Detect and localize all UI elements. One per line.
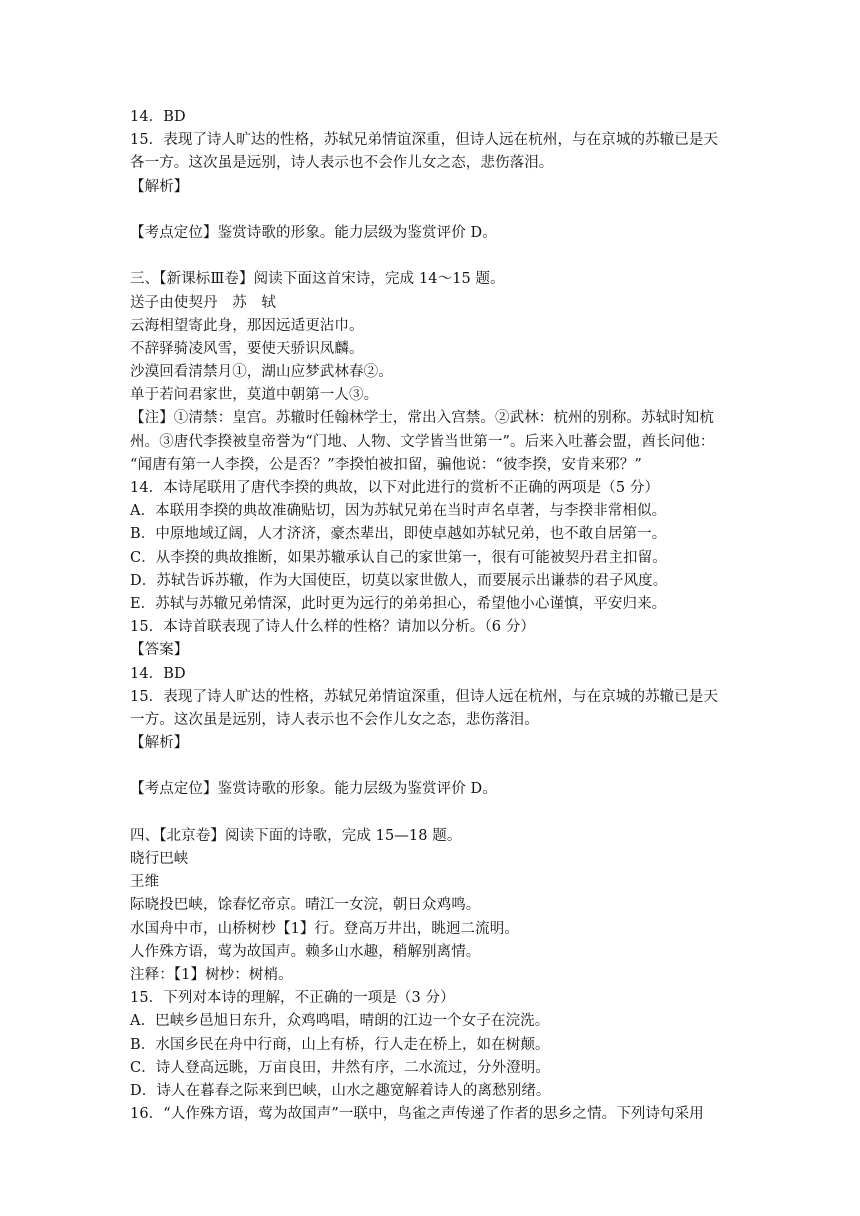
blank-line	[130, 245, 735, 268]
option-line: D．诗人在暮春之际来到巴峡，山水之趣宽解着诗人的离愁别绪。	[130, 1082, 551, 1099]
poem-line: 不辞驿骑凌风雪，要使天骄识凤麟。	[130, 340, 364, 357]
blank-line	[130, 199, 735, 222]
note-line: “闻唐有第一人李揆，公是否？”李揆怕被扣留，骗他说：“彼李揆，安肯来邪？”	[130, 456, 642, 473]
poem-line: 单于若问君家世，莫道中朝第一人③。	[130, 387, 379, 404]
poem-title: 送子由使契丹 苏 轼	[130, 294, 276, 311]
section-heading: 三、【新课标Ⅲ卷】阅读下面这首宋诗，完成 14～15 题。	[130, 271, 505, 288]
text-line: 14．BD	[130, 665, 186, 682]
option-line: A．巴峡乡邑旭日东升，众鸡鸣唱，晴朗的江边一个女子在浣洗。	[130, 1013, 550, 1030]
text-line: 14．BD	[130, 109, 186, 125]
section-label: 【答案】	[130, 642, 189, 659]
text-line: 【考点定位】鉴赏诗歌的形象。能力层级为鉴赏评价 D。	[130, 224, 497, 241]
section-label: 【解析】	[130, 735, 189, 752]
option-line: E．苏轼与苏辙兄弟情深，此时更为远行的弟弟担心，希望他小心谨慎，平安归来。	[130, 595, 667, 612]
poem-line: 云海相望寄此身，那因远适更沾巾。	[130, 317, 364, 334]
option-line: A．本联用李揆的典故准确贴切，因为苏轼兄弟在当时声名卓著，与李揆非常相似。	[130, 503, 667, 520]
option-line: B．中原地域辽阔，人才济济，豪杰辈出，即使卓越如苏轼兄弟，也不敢自居第一。	[130, 526, 667, 543]
poem-line: 沙漠回看清禁月①，湖山应梦武林春②。	[130, 364, 393, 381]
section-heading: 四、【北京卷】阅读下面的诗歌，完成 15—18 题。	[130, 827, 462, 844]
text-line: 一方。这次虽是远别，诗人表示也不会作儿女之态，悲伤落泪。	[130, 711, 539, 728]
text-line: 15．表现了诗人旷达的性格，苏轼兄弟情谊深重，但诗人远在杭州，与在京城的苏辙已是天	[130, 132, 719, 149]
option-line: D．苏轼告诉苏辙，作为大国使臣，切莫以家世傲人，而要展示出谦恭的君子风度。	[130, 572, 668, 589]
poem-line: 际晓投巴峡，馀春忆帝京。晴江一女浣，朝日众鸡鸣。	[130, 897, 481, 914]
poem-title: 晓行巴峡	[130, 851, 189, 867]
poem-line: 人作殊方语，莺为故国声。赖多山水趣，稍解别离情。	[130, 943, 481, 960]
question-line: 15．下列对本诗的理解，不正确的一项是（3 分）	[130, 990, 455, 1007]
section-label: 【解析】	[130, 178, 189, 195]
question-line: 14．本诗尾联用了唐代李揆的典故，以下对此进行的赏析不正确的两项是（5 分）	[130, 480, 660, 496]
option-line: C．诗人登高远眺，万亩良田，井然有序，二水流过，分外澄明。	[130, 1059, 550, 1076]
note-line: 州。③唐代李揆被皇帝誉为“门地、人物、文学皆当世第一”。后来入吐蕃会盟，酋长问他：	[130, 433, 715, 450]
text-line: 各一方。这次虽是远别，诗人表示也不会作儿女之态，悲伤落泪。	[130, 155, 554, 172]
text-line: 15．表现了诗人旷达的性格，苏轼兄弟情谊深重，但诗人远在杭州，与在京城的苏辙已是天	[130, 688, 719, 705]
poem-author: 王维	[130, 874, 160, 891]
option-line: B．水国乡民在舟中行商，山上有桥，行人走在桥上，如在树颠。	[130, 1036, 550, 1053]
option-line: C．从李揆的典故推断，如果苏辙承认自己的家世第一，很有可能被契丹君主扣留。	[130, 549, 667, 566]
question-line: 15．本诗首联表现了诗人什么样的性格？请加以分析。（6 分）	[130, 619, 536, 636]
blank-line	[130, 802, 735, 825]
blank-line	[130, 755, 735, 778]
question-line: 16．“人作殊方语，莺为故国声”一联中，鸟雀之声传递了作者的思乡之情。下列诗句采用	[130, 1106, 704, 1123]
poem-line: 水国舟中市，山桥树杪【1】行。登高万井出，眺迥二流明。	[130, 920, 519, 937]
note-line: 注释：【1】树杪：树梢。	[130, 966, 293, 983]
document-body	[130, 106, 735, 1126]
note-line: 【注】①清禁：皇宫。苏辙时任翰林学士，常出入宫禁。②武林：杭州的别称。苏轼时知杭	[130, 410, 714, 427]
text-line: 【考点定位】鉴赏诗歌的形象。能力层级为鉴赏评价 D。	[130, 781, 497, 798]
